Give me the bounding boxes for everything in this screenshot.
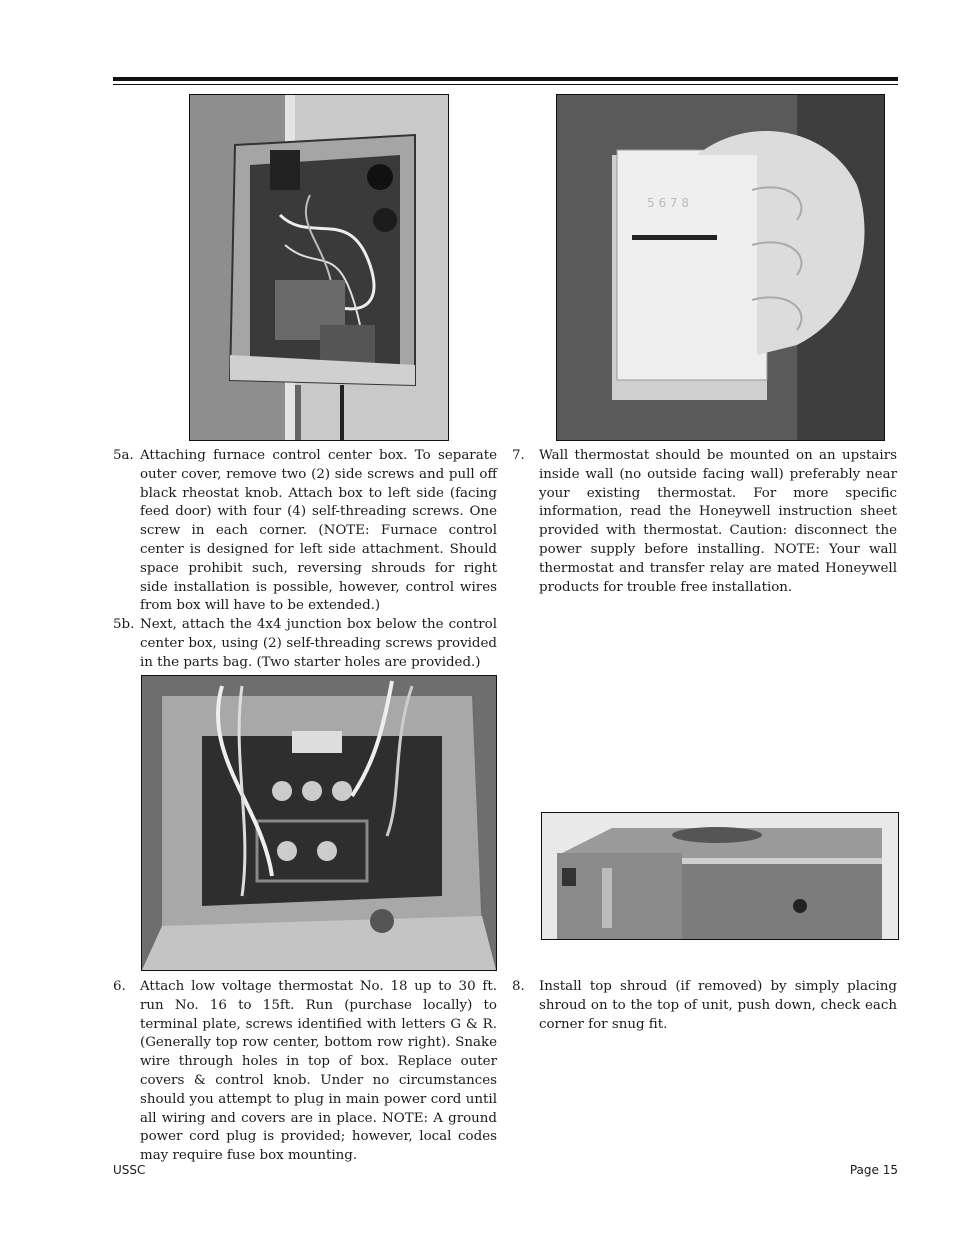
step-number: 7. — [512, 448, 525, 463]
photo-wall-thermostat — [556, 94, 885, 441]
step-text: Attaching furnace control center box. To separate outer cover, remove two (2) side screws and pull off black rheostat knob. Attach box to left side (facing feed door) with four (4) self-threading screws. One screw in each corner. (NOTE: Furnace control center is designed for left side attachment. Should space prohibit such, reversing shrouds for right side installation is possible, however, control wires from box will have to be extended.) — [140, 448, 497, 614]
svg-text:5 6 7 8: 5 6 7 8 — [647, 196, 689, 210]
step-number: 8. — [512, 979, 525, 994]
step-text: Next, attach the 4x4 junction box below the control center box, using (2) self-threading screws provided in the parts bag. (Two starter holes are provided.) — [140, 617, 497, 670]
step-text: Wall thermostat should be mounted on an upstairs inside wall (no outside facing wall) preferably near your existing thermostat. For more specific information, read the Honeywell instruction sheet provided with thermostat. Caution: disconnect the power supply before installing. NOTE: Your wall thermostat and transfer relay are mated Honeywell products for trouble free installation. — [539, 448, 897, 595]
footer-left: USSC — [113, 1163, 146, 1177]
footer-page-number: Page 15 — [849, 1163, 898, 1177]
step-number: 5a. — [113, 448, 134, 463]
photo-junction-box — [141, 675, 497, 971]
step-number: 5b. — [113, 617, 135, 632]
photo-top-shroud — [541, 812, 899, 940]
step-text: Install top shroud (if removed) by simply placing shroud on to the top of unit, push down, check each corner for snug fit. — [539, 979, 897, 1032]
step-text: Attach low voltage thermostat No. 18 up to 30 ft. run No. 16 to 15ft. Run (purchase locally) to terminal plate, screws identified with letters G & R. (Generally top row center, bottom row right). Snake wire through holes in top of box. Replace outer covers & control knob. Under no circumstances should you attempt to plug in main power cord until all wiring and covers are in place. NOTE: A ground power cord plug is provided; however, local codes may require fuse box mounting. — [140, 979, 497, 1164]
header-rule-thick — [113, 77, 898, 81]
photo-control-center-box — [189, 94, 449, 441]
step-number: 6. — [113, 979, 126, 994]
header-rule-thin — [113, 84, 898, 85]
